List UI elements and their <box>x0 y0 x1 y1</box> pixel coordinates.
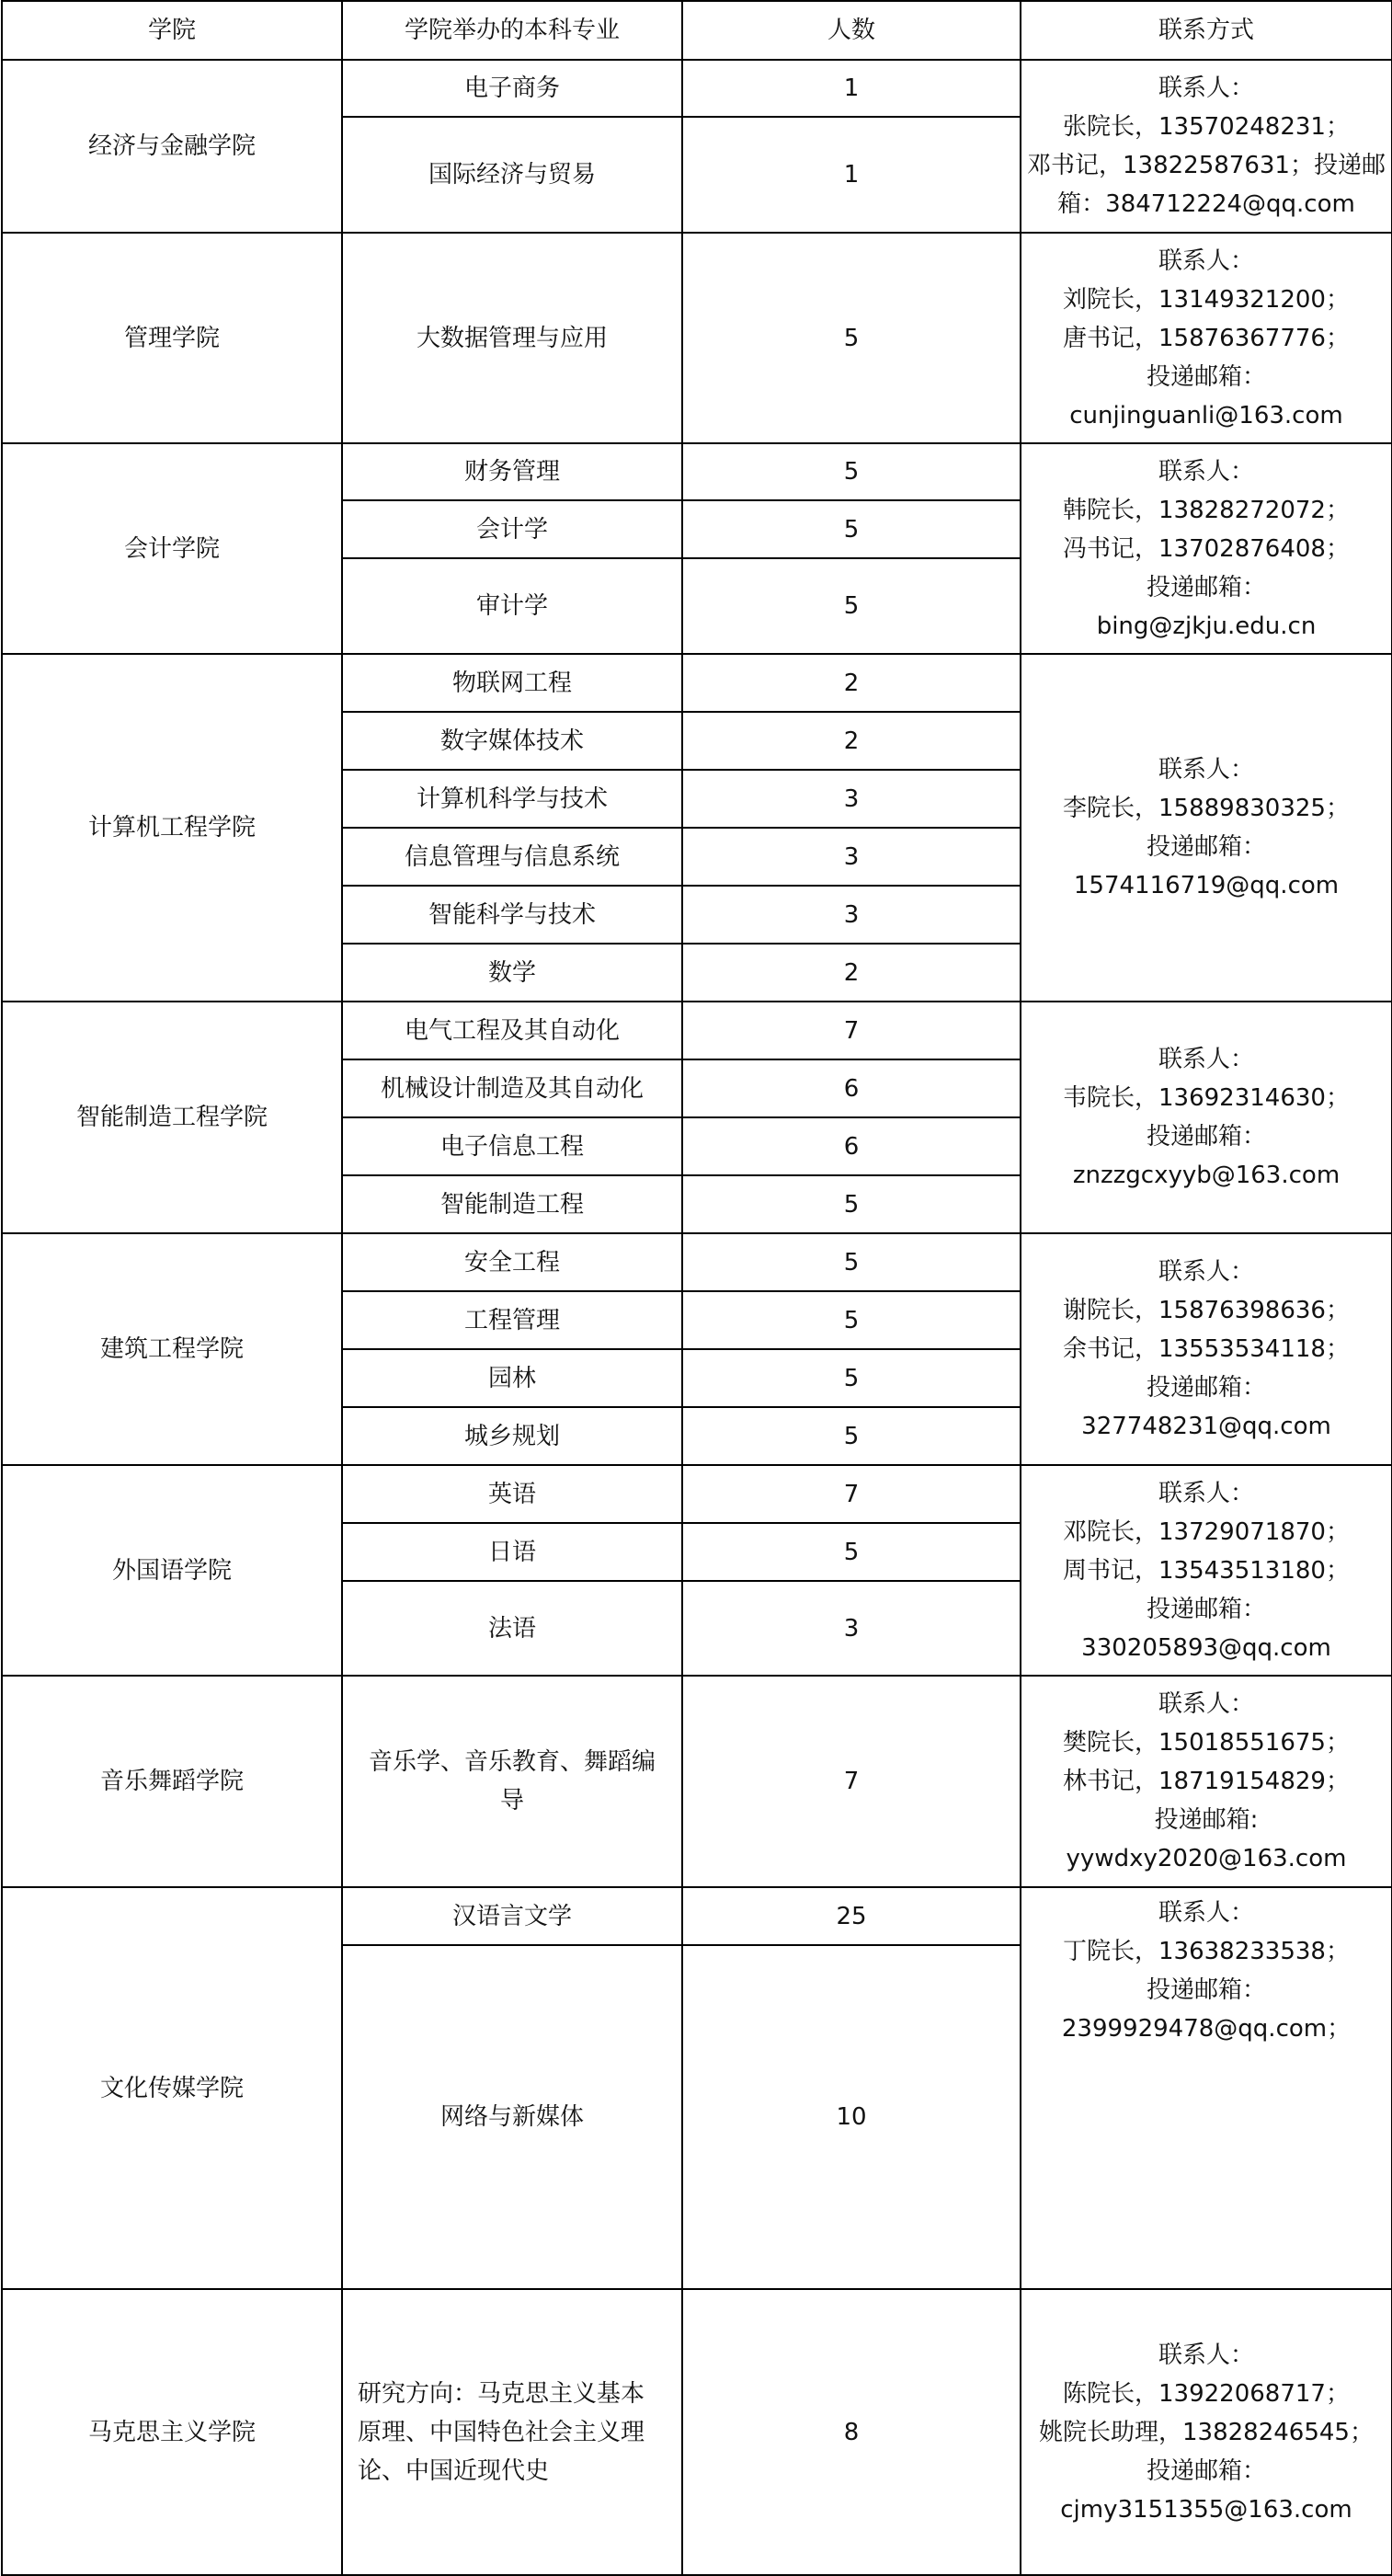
recruitment-table <box>1 0 1392 2576</box>
major-name: 信息管理与信息系统 <box>342 828 682 886</box>
student-count: 25 <box>682 1887 1021 1945</box>
student-count: 5 <box>682 1523 1021 1581</box>
major-name: 会计学 <box>342 500 682 558</box>
contact-line: bing@zjkju.edu.cn <box>1096 612 1317 640</box>
student-count: 5 <box>682 233 1021 443</box>
major-name-line: 论、中国近现代史 <box>358 2456 550 2485</box>
student-count: 6 <box>682 1117 1021 1175</box>
contact-line: 2399929478@qq.com； <box>1061 2015 1352 2043</box>
table-row <box>2 1465 1392 1523</box>
contact-line: 谢院长，15876398636； <box>1063 1297 1350 1324</box>
student-count: 3 <box>682 1581 1021 1676</box>
header-row <box>2 1 1392 60</box>
student-count: 3 <box>682 828 1021 886</box>
major-name: 物联网工程 <box>342 654 682 712</box>
contact-line: 联系人： <box>1158 74 1254 102</box>
header-count: 人数 <box>682 1 1021 60</box>
student-count: 7 <box>682 1465 1021 1523</box>
major-name: 汉语言文学 <box>342 1887 682 1945</box>
contact-info <box>1021 233 1392 443</box>
contact-info <box>1021 2289 1392 2575</box>
table-row <box>2 1002 1392 1059</box>
major-name: 园林 <box>342 1349 682 1407</box>
contact-line: 余书记，13553534118； <box>1063 1335 1350 1363</box>
contact-line: 联系人： <box>1158 1899 1254 1927</box>
student-count: 5 <box>682 500 1021 558</box>
student-count: 2 <box>682 712 1021 770</box>
contact-info <box>1021 60 1392 233</box>
contact-line: 330205893@qq.com <box>1081 1633 1331 1662</box>
college-name: 外国语学院 <box>2 1465 342 1676</box>
contact-line: 投递邮箱： <box>1146 362 1266 391</box>
table-row <box>2 1233 1392 1291</box>
major-name <box>342 2289 682 2575</box>
major-name: 电子商务 <box>342 60 682 117</box>
student-count: 10 <box>682 1945 1021 2289</box>
contact-line: 李院长，15889830325； <box>1063 795 1350 822</box>
student-count: 3 <box>682 770 1021 828</box>
student-count: 5 <box>682 1175 1021 1233</box>
major-name: 电气工程及其自动化 <box>342 1002 682 1059</box>
contact-line: 联系人： <box>1158 246 1254 275</box>
major-name-line: 研究方向：马克思主义基本 <box>358 2379 645 2408</box>
contact-line: 姚院长助理，13828246545； <box>1039 2418 1374 2446</box>
contact-line: 刘院长，13149321200； <box>1063 285 1350 314</box>
table-row <box>2 443 1392 500</box>
header-college: 学院 <box>2 1 342 60</box>
student-count: 2 <box>682 944 1021 1002</box>
student-count: 5 <box>682 558 1021 654</box>
contact-info <box>1021 1465 1392 1676</box>
major-name: 计算机科学与技术 <box>342 770 682 828</box>
contact-line: 联系人： <box>1158 1479 1254 1507</box>
contact-line: 陈院长，13922068717； <box>1063 2379 1350 2408</box>
student-count: 5 <box>682 443 1021 500</box>
student-count: 5 <box>682 1407 1021 1465</box>
contact-line: 投递邮箱： <box>1146 1595 1266 1623</box>
student-count: 5 <box>682 1233 1021 1291</box>
table-row <box>2 1676 1392 1887</box>
contact-line: 联系人： <box>1158 1046 1254 1073</box>
contact-line: 周书记，13543513180； <box>1063 1556 1350 1585</box>
college-name: 建筑工程学院 <box>2 1233 342 1465</box>
contact-line: 箱：384712224@qq.com <box>1057 190 1355 218</box>
contact-line: cjmy3151355@163.com <box>1060 2495 1352 2524</box>
major-name: 网络与新媒体 <box>342 1945 682 2289</box>
major-name: 数学 <box>342 944 682 1002</box>
contact-line: 冯书记，13702876408； <box>1063 534 1350 563</box>
major-name: 电子信息工程 <box>342 1117 682 1175</box>
header-contact: 联系方式 <box>1021 1 1392 60</box>
contact-line: znzzgcxyyb@163.com <box>1072 1162 1341 1189</box>
table-row <box>2 2289 1392 2575</box>
contact-line: 林书记，18719154829； <box>1063 1768 1350 1795</box>
student-count: 6 <box>682 1059 1021 1117</box>
contact-line: 韩院长，13828272072； <box>1063 496 1350 524</box>
student-count: 2 <box>682 654 1021 712</box>
contact-line: 邓院长，13729071870； <box>1063 1517 1350 1546</box>
contact-line: 327748231@qq.com <box>1081 1413 1331 1440</box>
contact-line: 投递邮箱： <box>1146 1976 1266 2004</box>
table-row <box>2 1887 1392 1945</box>
table-row <box>2 60 1392 117</box>
major-name-line: 音乐学、音乐教育、舞蹈编 <box>368 1748 656 1776</box>
major-name: 审计学 <box>342 558 682 654</box>
college-name: 音乐舞蹈学院 <box>2 1676 342 1887</box>
student-count: 5 <box>682 1349 1021 1407</box>
contact-info <box>1021 443 1392 654</box>
contact-line: 1574116719@qq.com <box>1073 872 1340 899</box>
contact-line: 丁院长，13638233538； <box>1063 1938 1350 1965</box>
major-name: 英语 <box>342 1465 682 1523</box>
student-count: 5 <box>682 1291 1021 1349</box>
major-name: 智能科学与技术 <box>342 886 682 944</box>
contact-info <box>1021 654 1392 1002</box>
contact-line: yywdxy2020@163.com <box>1066 1845 1347 1872</box>
student-count: 1 <box>682 117 1021 233</box>
student-count: 1 <box>682 60 1021 117</box>
college-name: 管理学院 <box>2 233 342 443</box>
major-name: 数字媒体技术 <box>342 712 682 770</box>
contact-line: 韦院长，13692314630； <box>1063 1084 1350 1112</box>
major-name: 大数据管理与应用 <box>342 233 682 443</box>
major-name-line: 原理、中国特色社会主义理 <box>358 2418 645 2446</box>
major-name: 法语 <box>342 1581 682 1676</box>
contact-line: 张院长，13570248231； <box>1063 113 1350 141</box>
header-majors: 学院举办的本科专业 <box>342 1 682 60</box>
college-name: 会计学院 <box>2 443 342 654</box>
contact-line: 投递邮箱： <box>1146 1123 1266 1151</box>
major-name: 日语 <box>342 1523 682 1581</box>
contact-line: cunjinguanli@163.com <box>1069 401 1343 429</box>
contact-line: 投递邮箱: <box>1154 1806 1259 1834</box>
contact-line: 邓书记，13822587631；投递邮 <box>1027 152 1386 179</box>
contact-line: 联系人： <box>1158 1690 1254 1718</box>
contact-line: 联系人： <box>1158 1258 1254 1286</box>
contact-line: 投递邮箱： <box>1146 573 1266 601</box>
major-name <box>342 1676 682 1887</box>
major-name: 机械设计制造及其自动化 <box>342 1059 682 1117</box>
contact-line: 投递邮箱： <box>1146 1374 1266 1402</box>
contact-line: 投递邮箱： <box>1146 2456 1266 2485</box>
student-count: 7 <box>682 1002 1021 1059</box>
college-name: 智能制造工程学院 <box>2 1002 342 1233</box>
student-count: 8 <box>682 2289 1021 2575</box>
major-name: 城乡规划 <box>342 1407 682 1465</box>
major-name: 安全工程 <box>342 1233 682 1291</box>
contact-info <box>1021 1233 1392 1465</box>
contact-line: 樊院长，15018551675； <box>1063 1729 1350 1757</box>
college-name: 马克思主义学院 <box>2 2289 342 2575</box>
contact-line: 联系人： <box>1158 756 1254 784</box>
student-count: 3 <box>682 886 1021 944</box>
contact-line: 联系人： <box>1158 2341 1254 2369</box>
contact-line: 投递邮箱： <box>1146 833 1266 861</box>
major-name: 智能制造工程 <box>342 1175 682 1233</box>
table-row <box>2 654 1392 712</box>
major-name: 国际经济与贸易 <box>342 117 682 233</box>
college-name: 计算机工程学院 <box>2 654 342 1002</box>
contact-info <box>1021 1676 1392 1887</box>
table-row <box>2 233 1392 443</box>
college-name: 经济与金融学院 <box>2 60 342 233</box>
contact-info <box>1021 1002 1392 1233</box>
contact-line: 唐书记，15876367776； <box>1063 324 1350 352</box>
contact-info <box>1021 1887 1392 2289</box>
student-count: 7 <box>682 1676 1021 1887</box>
major-name: 财务管理 <box>342 443 682 500</box>
contact-line: 联系人： <box>1158 457 1254 486</box>
major-name: 工程管理 <box>342 1291 682 1349</box>
college-name: 文化传媒学院 <box>2 1887 342 2289</box>
major-name-line: 导 <box>499 1787 524 1815</box>
